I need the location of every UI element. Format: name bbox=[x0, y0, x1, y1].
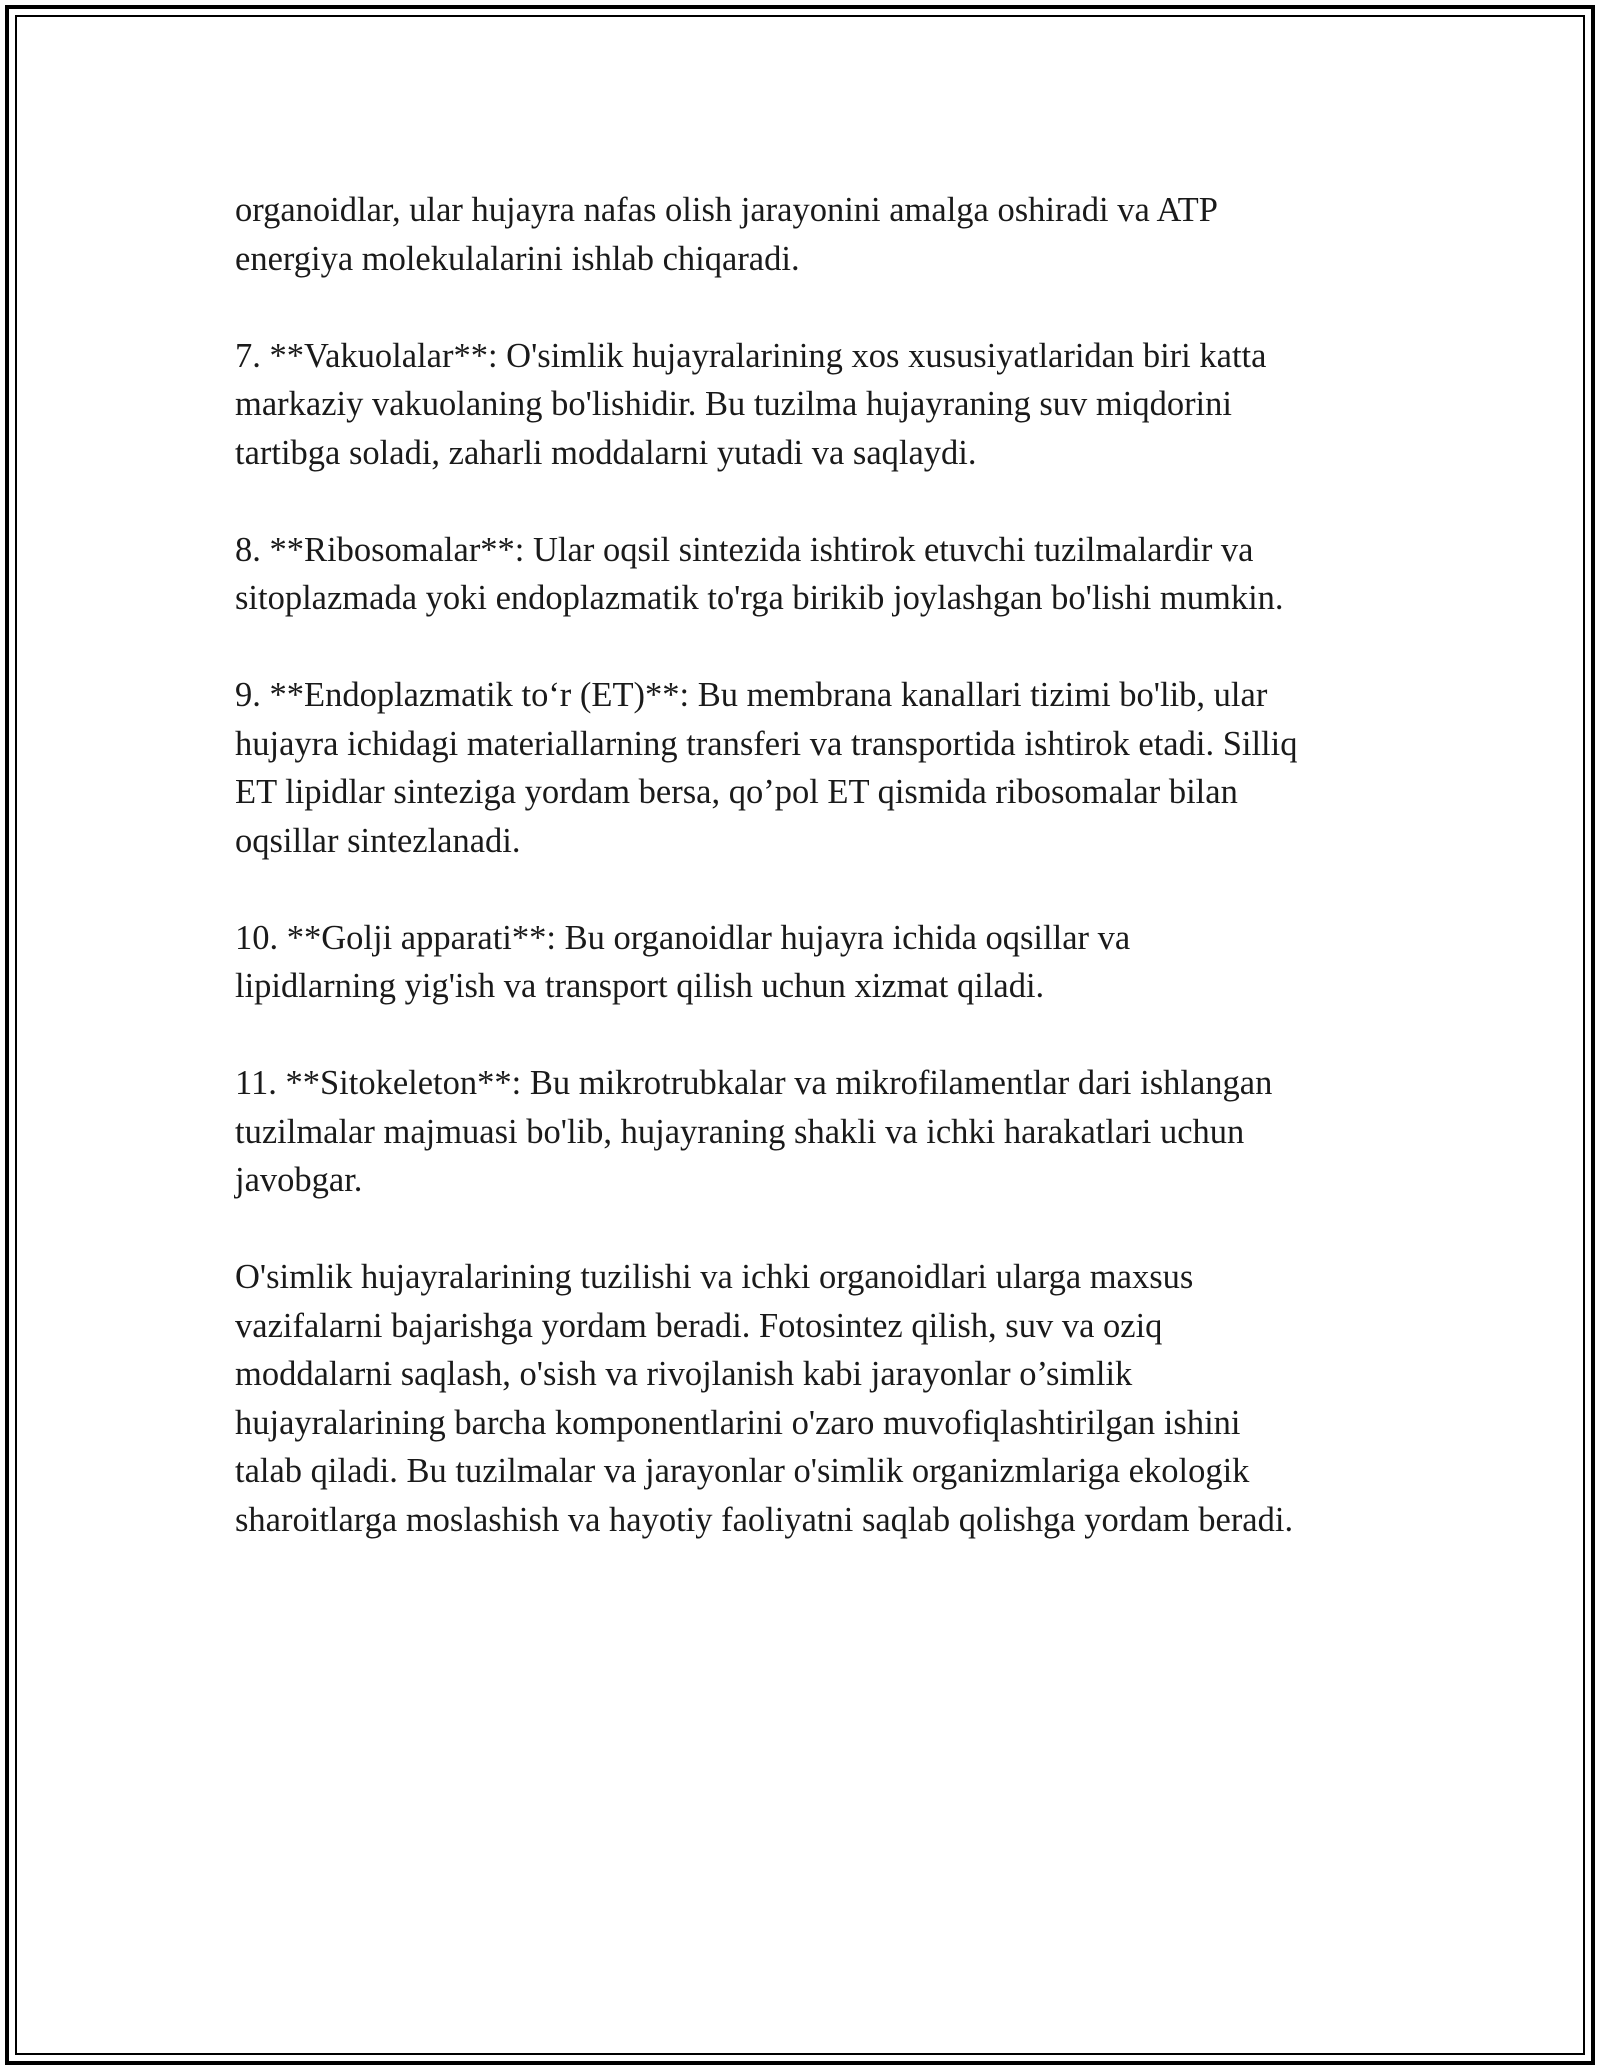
text-line: tuzilmalar majmuasi bo'lib, hujayraning shakli va ichki harakatlari uchun bbox=[235, 1112, 1245, 1151]
document-body bbox=[235, 186, 1415, 1593]
text-line: moddalarni saqlash, o'sish va rivojlanish kabi jarayonlar o’simlik bbox=[235, 1355, 1133, 1393]
text-line: 8. **Ribosomalar**: Ular oqsil sintezida ishtirok etuvchi tuzilmalardir va bbox=[235, 530, 1254, 569]
text-line: 9. **Endoplazmatik to‘r (ET)**: Bu membrana kanallari tizimi bo'lib, ular bbox=[235, 676, 1268, 714]
text-line: oqsillar sintezlanadi. bbox=[235, 821, 521, 860]
text-line: hujayra ichidagi materiallarning transferi va transportida ishtirok etadi. Silliq bbox=[235, 724, 1298, 763]
text-line: sitoplazmada yoki endoplazmatik to'rga birikib joylashgan bo'lishi mumkin. bbox=[235, 579, 1284, 617]
paragraph-item-9-endoplazmatik-tor bbox=[235, 671, 1415, 865]
text-line: 10. **Golji apparati**: Bu organoidlar hujayra ichida oqsillar va bbox=[235, 918, 1131, 957]
paragraph-item-7-vakuolalar bbox=[235, 332, 1415, 478]
paragraph-item-11-sitokeleton bbox=[235, 1059, 1415, 1205]
text-line: O'simlik hujayralarining tuzilishi va ichki organoidlari ularga maxsus bbox=[235, 1258, 1194, 1296]
text-line: talab qiladi. Bu tuzilmalar va jarayonlar o'simlik organizmlariga ekologik bbox=[235, 1452, 1250, 1490]
text-line: 7. **Vakuolalar**: O'simlik hujayralarining xos xususiyatlaridan biri katta bbox=[235, 336, 1267, 375]
text-line: 11. **Sitokeleton**: Bu mikrotrubkalar va mikrofilamentlar dari ishlangan bbox=[235, 1064, 1273, 1102]
text-line: hujayralarining barcha komponentlarini o'zaro muvofiqlashtirilgan ishini bbox=[235, 1403, 1241, 1442]
text-line: tartibga soladi, zaharli moddalarni yutadi va saqlaydi. bbox=[235, 433, 977, 472]
paragraph-intro-continued bbox=[235, 186, 1415, 283]
text-line: javobgar. bbox=[235, 1161, 363, 1199]
text-line: sharoitlarga moslashish va hayotiy faoliyatni saqlab qolishga yordam beradi. bbox=[235, 1500, 1294, 1539]
text-line: lipidlarning yig'ish va transport qilish uchun xizmat qiladi. bbox=[235, 967, 1045, 1005]
paragraph-item-10-golji-apparati bbox=[235, 914, 1415, 1011]
paragraph-conclusion bbox=[235, 1253, 1415, 1544]
text-line: organoidlar, ular hujayra nafas olish jarayonini amalga oshiradi va ATP bbox=[235, 191, 1218, 229]
text-line: markaziy vakuolaning bo'lishidir. Bu tuzilma hujayraning suv miqdorini bbox=[235, 385, 1232, 423]
text-line: energiya molekulalarini ishlab chiqaradi. bbox=[235, 239, 800, 278]
paragraph-item-8-ribosomalar bbox=[235, 526, 1415, 623]
text-line: ET lipidlar sinteziga yordam bersa, qo’pol ET qismida ribosomalar bilan bbox=[235, 773, 1238, 811]
text-line: vazifalarni bajarishga yordam beradi. Fotosintez qilish, suv va oziq bbox=[235, 1306, 1163, 1345]
